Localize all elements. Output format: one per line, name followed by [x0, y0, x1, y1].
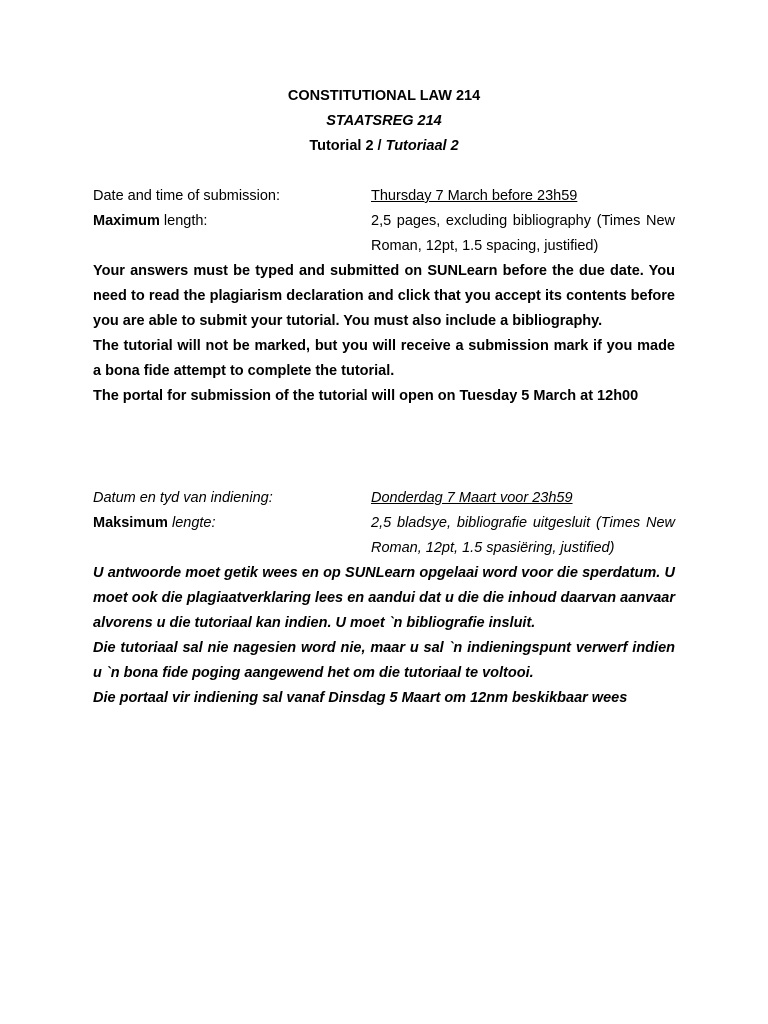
- document-header: [0, 86, 768, 161]
- submission-date-value: Thursday 7 March before 23h59: [371, 188, 578, 204]
- max-length-label-bold-af: Maksimum: [93, 515, 168, 531]
- tutorial-title: [0, 136, 768, 161]
- submission-date-label: Date and time of submission:: [93, 188, 280, 204]
- english-section: [93, 184, 675, 409]
- tutorial-title-afrikaans: Tutoriaal 2: [385, 138, 459, 154]
- portal-paragraph-af: Die portaal vir indiening sal vanaf Dinsdag 5 Maart om 12nm beskikbaar wees: [93, 690, 628, 706]
- course-title-afrikaans: STAATSREG 214: [326, 113, 442, 129]
- tutorial-title-english: Tutorial 2: [309, 138, 374, 154]
- title-separator: /: [373, 138, 386, 154]
- submission-date-value-af: Donderdag 7 Maart voor 23h59: [371, 490, 573, 506]
- afrikaans-section: [93, 486, 675, 711]
- submission-date-label-af: Datum en tyd van indiening:: [93, 490, 273, 506]
- submission-date-row-af: [93, 486, 675, 511]
- portal-paragraph: The portal for submission of the tutorial will open on Tuesday 5 March at 12h00: [93, 388, 639, 404]
- marking-paragraph: The tutorial will not be marked, but you will receive a submission mark if you made a bona fide attempt to complete the tutorial.: [93, 338, 675, 379]
- max-length-label-rest: length:: [159, 213, 208, 229]
- max-length-label: [93, 209, 371, 259]
- max-length-value: 2,5 pages, excluding bibliography (Times New Roman, 12pt, 1.5 spacing, justified): [371, 213, 675, 254]
- max-length-label-af: [93, 511, 371, 561]
- instructions-paragraph-af: U antwoorde moet getik wees en op SUNLearn opgelaai word voor die sperdatum. U moet ook die plagiaatverklaring lees en aandui dat u die die inhoud daarvan aanvaar alvorens u die tutoriaal kan indien. U moet `n bibliografie insluit.: [93, 565, 675, 631]
- max-length-value-af: 2,5 bladsye, bibliografie uitgesluit (Times New Roman, 12pt, 1.5 spasiëring, justified): [371, 515, 675, 556]
- max-length-label-bold: Maximum: [93, 213, 160, 229]
- submission-date-row: [93, 184, 675, 209]
- max-length-label-rest-af: lengte:: [167, 515, 216, 531]
- course-title: CONSTITUTIONAL LAW 214: [287, 88, 481, 104]
- max-length-row: [93, 209, 675, 259]
- instructions-paragraph: Your answers must be typed and submitted on SUNLearn before the due date. You need to read the plagiarism declaration and click that you accept its contents before you are able to submit your tutorial. You must also include a bibliography.: [93, 263, 675, 329]
- marking-paragraph-af: Die tutoriaal sal nie nagesien word nie, maar u sal `n indieningspunt verwerf indien u `n bona fide poging aangewend het om die tutoriaal te voltooi.: [93, 640, 675, 681]
- max-length-row-af: [93, 511, 675, 561]
